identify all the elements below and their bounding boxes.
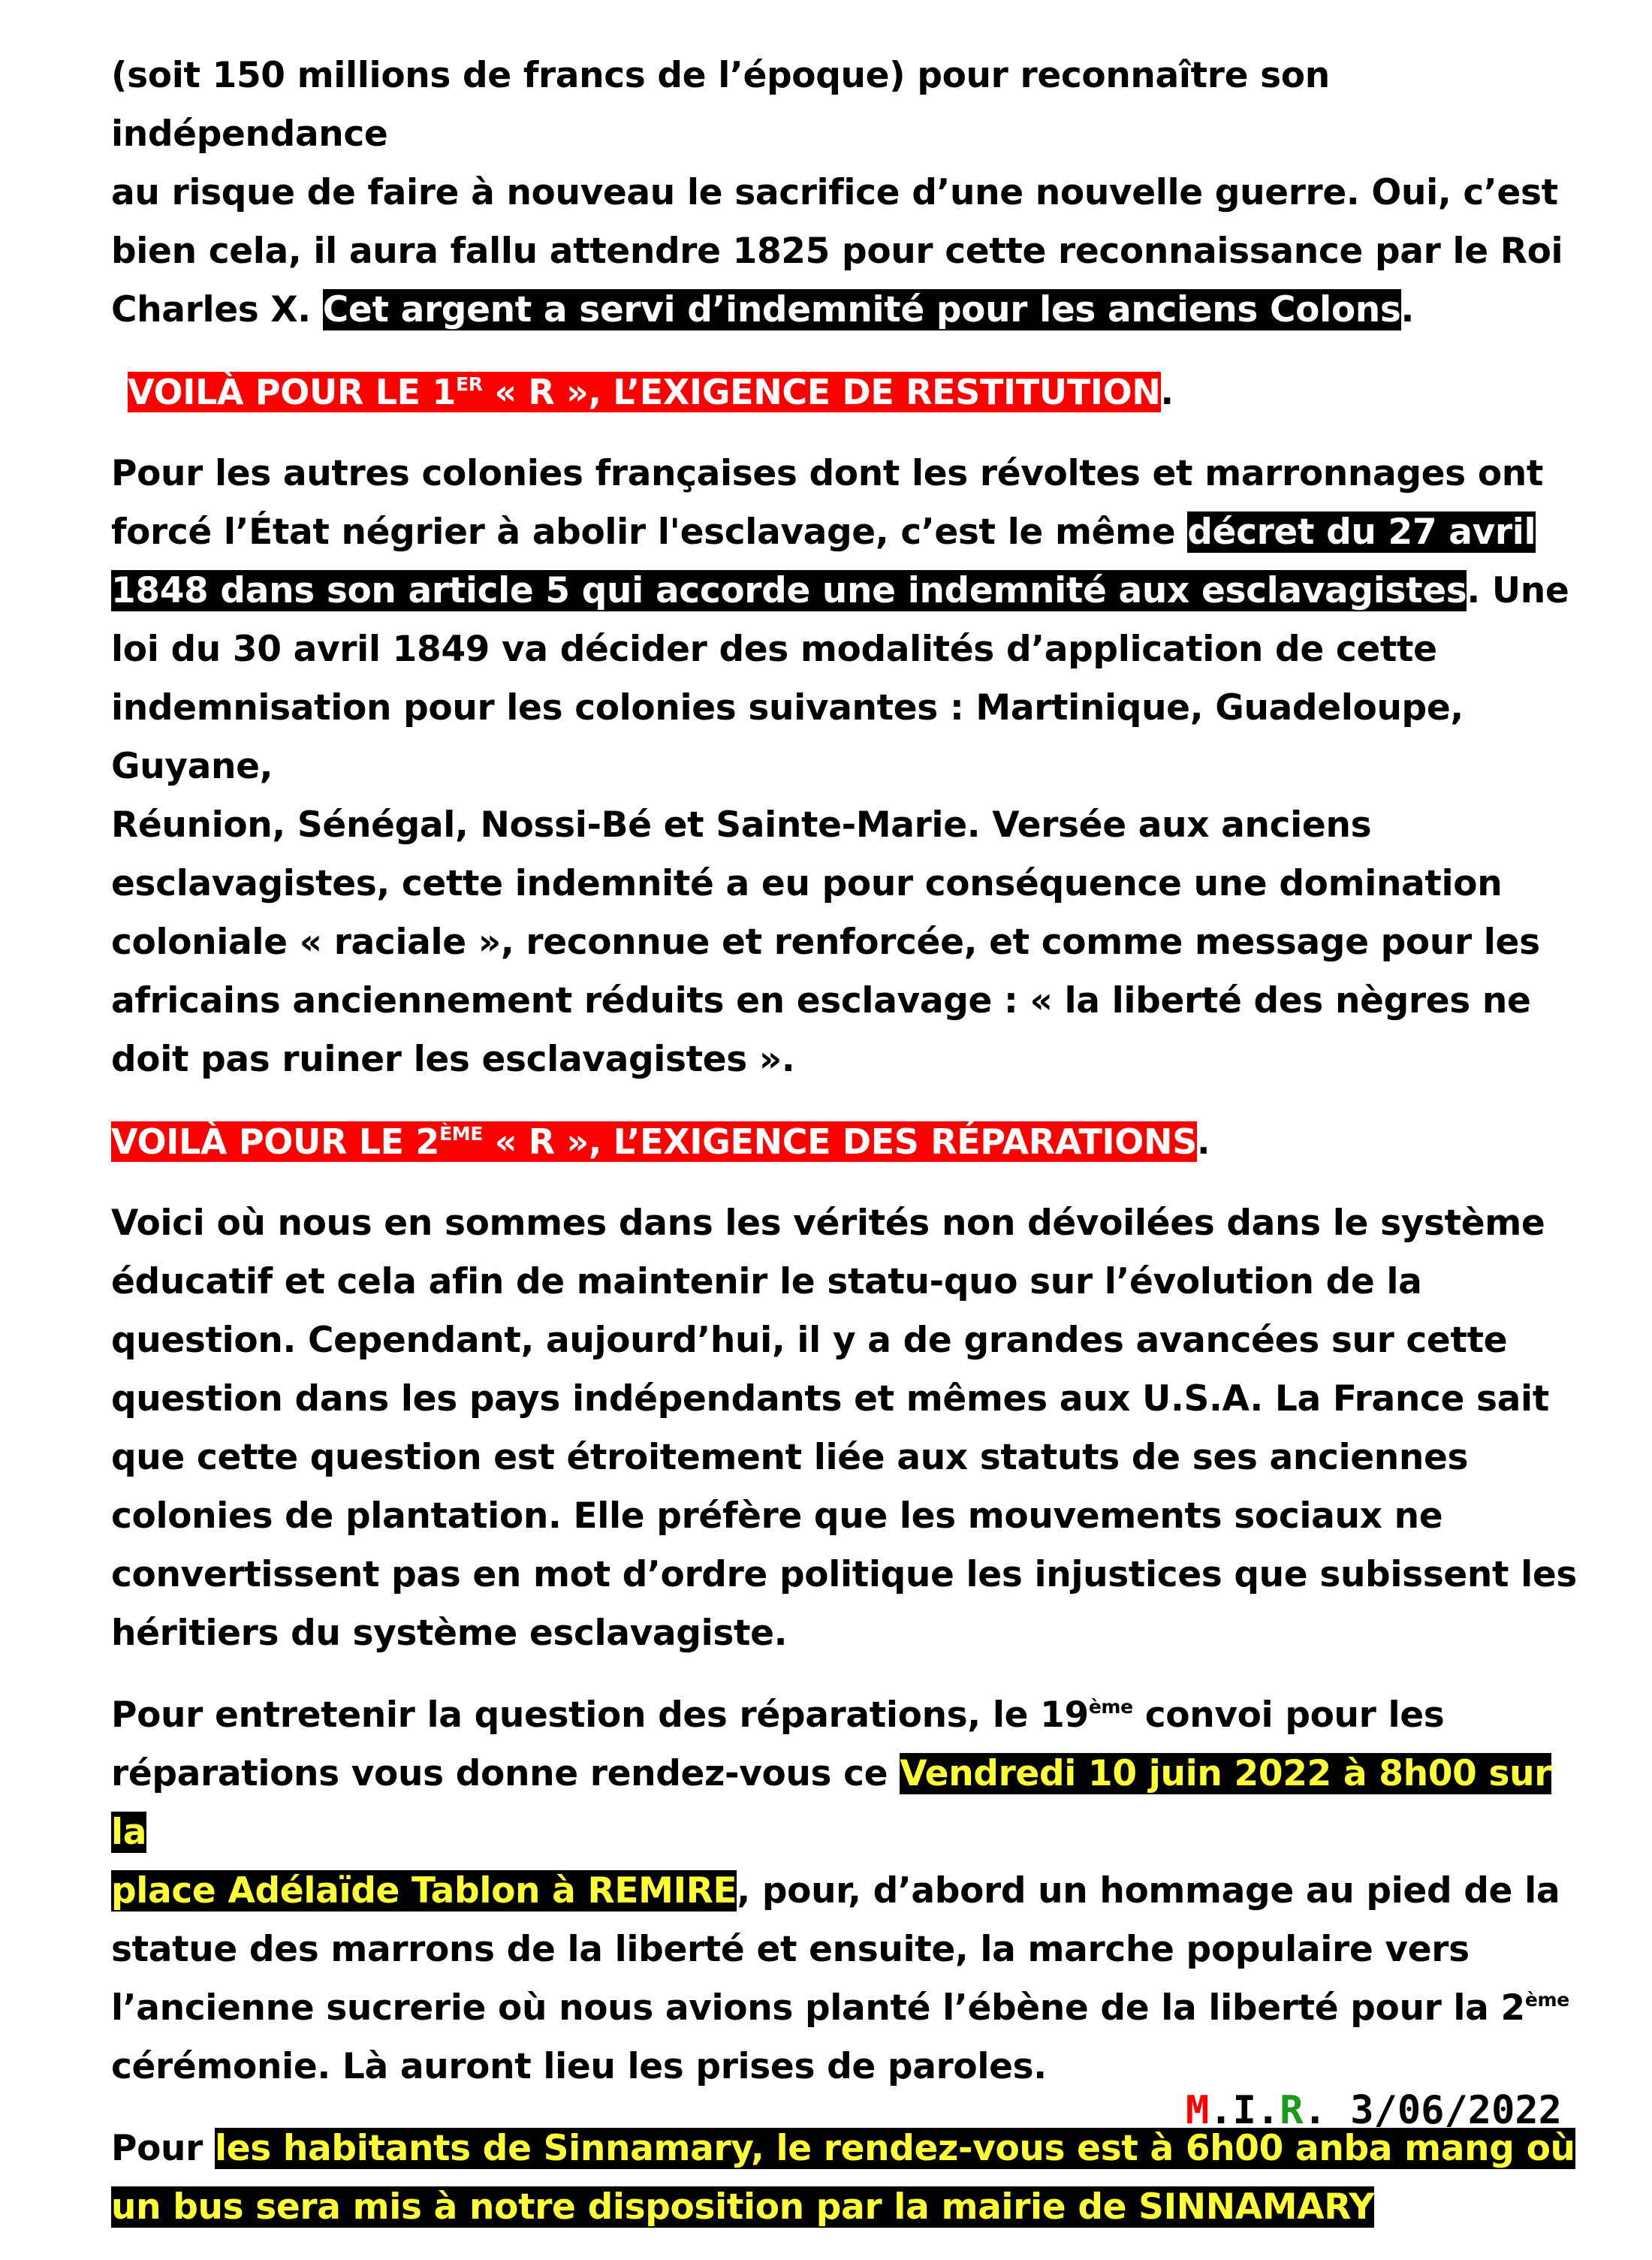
highlight-text: Cet argent a servi d’indemnité pour les anciens Colons bbox=[322, 289, 1401, 330]
text-line: héritiers du système esclavagiste. bbox=[111, 1613, 788, 1654]
heading-text: VOILÀ POUR LE 1 bbox=[128, 372, 457, 412]
paragraph-convoy-rendezvous bbox=[111, 1686, 1583, 2096]
signature-dot: . bbox=[1256, 2088, 1280, 2133]
signature-dot: . bbox=[1209, 2088, 1233, 2133]
highlight-heading bbox=[128, 372, 1161, 412]
text-line: éducatif et cela afin de maintenir le statu-quo sur l’évolution de la bbox=[111, 1261, 1422, 1302]
document-page bbox=[111, 47, 1583, 2260]
text-line: statue des marrons de la liberté et ensuite, la marche populaire vers bbox=[111, 1929, 1470, 1970]
text-line: l’ancienne sucrerie où nous avions planté l’ébène de la liberté pour la 2 bbox=[111, 1987, 1525, 2029]
highlight-text: 1848 dans son article 5 qui accorde une indemnité aux esclavagistes bbox=[111, 570, 1467, 611]
highlight-date: Vendredi 10 juin 2022 à 8h00 sur la bbox=[111, 1753, 1552, 1853]
superscript: ÈME bbox=[439, 1123, 484, 1145]
text-line: que cette question est étroitement liée aux statuts de ses anciennes bbox=[111, 1437, 1469, 1478]
text-line: question. Cependant, aujourd’hui, il y a de grandes avancées sur cette bbox=[111, 1320, 1508, 1361]
highlight-heading bbox=[111, 1121, 1197, 1162]
superscript: ème bbox=[1088, 1696, 1133, 1718]
text-line: . bbox=[1400, 289, 1415, 330]
heading-text: VOILÀ POUR LE 2 bbox=[111, 1121, 440, 1162]
text-line: Charles X. bbox=[111, 289, 323, 330]
text-line: . Une bbox=[1467, 570, 1569, 611]
text-line: question dans les pays indépendants et mêmes aux U.S.A. La France sait bbox=[111, 1378, 1549, 1420]
text-line: Pour entretenir la question des réparations, le 19 bbox=[111, 1694, 1089, 1736]
paragraph-indemnity-haiti bbox=[111, 47, 1583, 339]
text-line: au risque de faire à nouveau le sacrifice d’une nouvelle guerre. Oui, c’est bbox=[111, 172, 1558, 213]
heading-text: « R », L’EXIGENCE DE RESTITUTION bbox=[482, 372, 1161, 412]
paragraph-decree-1848 bbox=[111, 445, 1583, 1089]
text-line: Voici où nous en sommes dans les vérités non dévoilées dans le système bbox=[111, 1202, 1545, 1244]
text-line: Réunion, Sénégal, Nossi-Bé et Sainte-Marie. Versée aux anciens bbox=[111, 804, 1372, 846]
text-line: convertissent pas en mot d’ordre politique les injustices que subissent les bbox=[111, 1554, 1578, 1595]
highlight-sinnamary: les habitants de Sinnamary, le rendez-vous est à 6h00 anba mang où bbox=[215, 2128, 1575, 2169]
signature-i: I bbox=[1232, 2088, 1256, 2133]
text-line: Pour les autres colonies françaises dont les révoltes et marronnages ont bbox=[111, 453, 1543, 494]
text-line: (soit 150 millions de francs de l’époque) pour reconnaître son indépendance bbox=[111, 55, 1330, 155]
text-line: cérémonie. Là auront lieu les prises de paroles. bbox=[111, 2046, 1047, 2087]
signature-m: M bbox=[1186, 2088, 1210, 2133]
superscript: ER bbox=[456, 373, 483, 395]
text-line: africains anciennement réduits en esclavage : « la liberté des nègres ne bbox=[111, 980, 1531, 1021]
text-line: doit pas ruiner les esclavagistes ». bbox=[111, 1039, 795, 1080]
heading-text: « R », L’EXIGENCE DES RÉPARATIONS bbox=[483, 1121, 1197, 1162]
text-line: colonies de plantation. Elle préfère que les mouvements sociaux ne bbox=[111, 1495, 1443, 1537]
signature-dot: . bbox=[1303, 2088, 1327, 2133]
superscript: ème bbox=[1524, 1989, 1569, 2011]
heading-tail: . bbox=[1196, 1121, 1210, 1162]
text-line: esclavagistes, cette indemnité a eu pour conséquence une domination bbox=[111, 863, 1503, 904]
text-line: convoi pour les bbox=[1132, 1694, 1445, 1736]
highlight-text: décret du 27 avril bbox=[1187, 511, 1536, 553]
text-line: Pour bbox=[111, 2128, 215, 2169]
text-line: bien cela, il aura fallu attendre 1825 pour cette reconnaissance par le Roi bbox=[111, 231, 1563, 272]
text-line: loi du 30 avril 1849 va décider des modalités d’application de cette bbox=[111, 629, 1437, 670]
paragraph-education-system bbox=[111, 1194, 1583, 1663]
signature bbox=[1186, 2084, 1562, 2137]
heading-restitution bbox=[111, 363, 1583, 421]
heading-reparations bbox=[111, 1112, 1583, 1171]
highlight-place: place Adélaïde Tablon à REMIRE bbox=[111, 1870, 737, 1911]
text-line: forcé l’État négrier à abolir l'esclavage, c’est le même bbox=[111, 511, 1188, 553]
text-line: , pour, d’abord un hommage au pied de la bbox=[737, 1870, 1560, 1911]
text-line: coloniale « raciale », reconnue et renforcée, et comme message pour les bbox=[111, 922, 1540, 963]
text-line: indemnisation pour les colonies suivantes : Martinique, Guadeloupe, Guyane, bbox=[111, 687, 1464, 787]
paragraph-sinnamary bbox=[111, 2120, 1583, 2237]
highlight-sinnamary: un bus sera mis à notre disposition par la mairie de SINNAMARY bbox=[111, 2186, 1375, 2228]
signature-date: 3/06/2022 bbox=[1326, 2088, 1562, 2133]
text-line: réparations vous donne rendez-vous ce bbox=[111, 1753, 900, 1794]
heading-tail: . bbox=[1160, 372, 1174, 412]
signature-r: R bbox=[1280, 2088, 1304, 2133]
